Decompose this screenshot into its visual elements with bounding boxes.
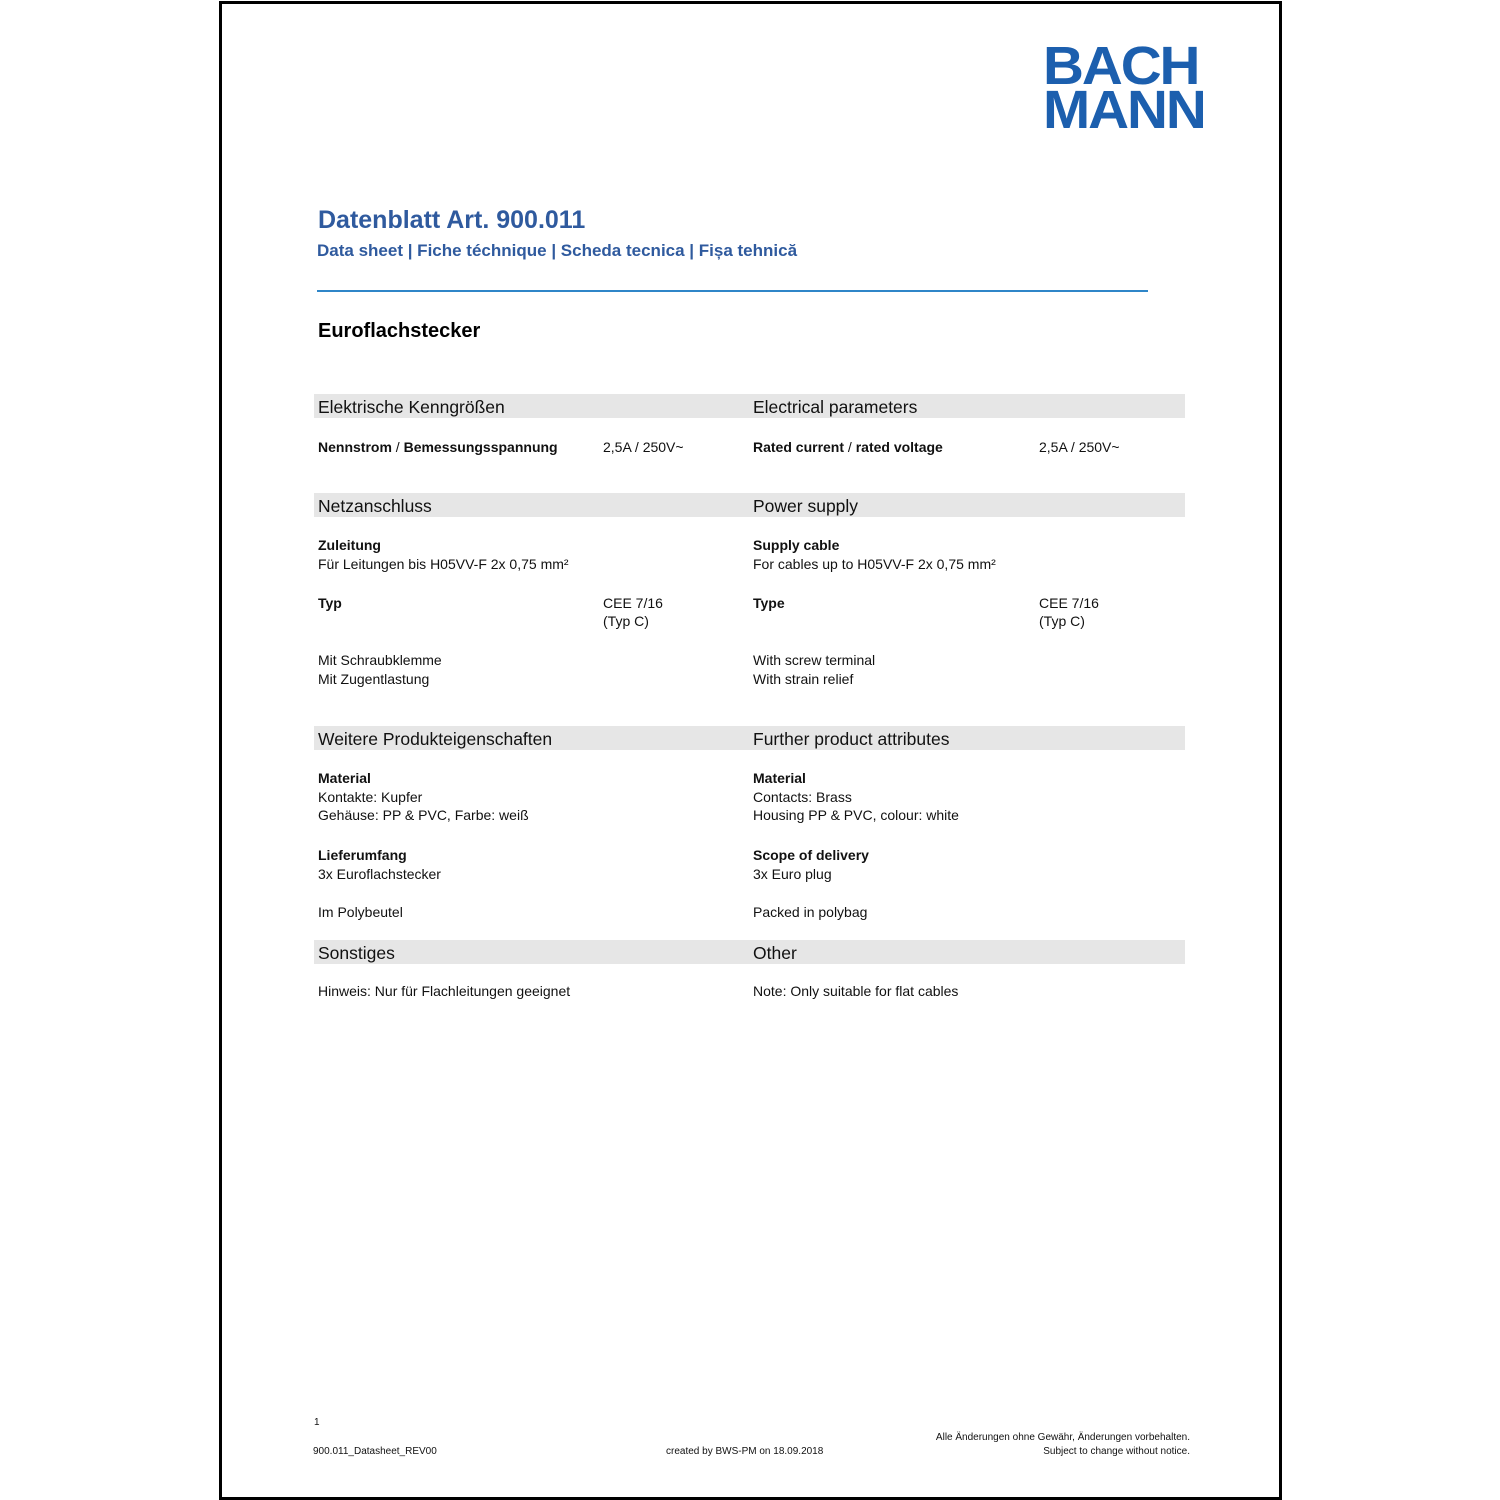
- packaging-en: Packed in polybag: [753, 904, 868, 920]
- other-note-en: Note: Only suitable for flat cables: [753, 983, 959, 999]
- packaging-de: Im Polybeutel: [318, 904, 403, 920]
- section-bar-power: [314, 493, 1185, 517]
- logo-line-2: MANN: [1043, 80, 1205, 140]
- material-housing-de: Gehäuse: PP & PVC, Farbe: weiß: [318, 807, 529, 823]
- type-value-en-1: CEE 7/16: [1039, 595, 1099, 611]
- product-name: Euroflachstecker: [318, 320, 481, 342]
- strain-relief-en: With strain relief: [753, 671, 854, 687]
- scope-label-de: Lieferumfang: [318, 847, 407, 863]
- material-housing-en: Housing PP & PVC, colour: white: [753, 807, 959, 823]
- screw-terminal-de: Mit Schraubklemme: [318, 652, 442, 668]
- strain-relief-de: Mit Zugentlastung: [318, 671, 430, 687]
- scope-label-en: Scope of delivery: [753, 847, 869, 863]
- type-label-de: Typ: [318, 595, 342, 611]
- section-heading-en: Other: [753, 943, 797, 963]
- title-divider: [317, 290, 1148, 292]
- type-label-en: Type: [753, 595, 785, 611]
- section-heading-de: Netzanschluss: [318, 496, 432, 516]
- rated-current-label-de: Nennstrom / Bemessungsspannung: [318, 439, 558, 455]
- section-heading-en: Electrical parameters: [753, 397, 918, 417]
- logo-line-1: BACH: [1043, 36, 1199, 96]
- section-heading-de: Elektrische Kenngrößen: [318, 397, 505, 417]
- disclaimer-en: Subject to change without notice.: [1043, 1446, 1190, 1457]
- rated-current-label-en: Rated current / rated voltage: [753, 439, 943, 455]
- section-bar-other: [314, 940, 1185, 964]
- other-note-de: Hinweis: Nur für Flachleitungen geeignet: [318, 983, 571, 999]
- section-heading-de: Weitere Produkteigenschaften: [318, 729, 553, 749]
- supply-cable-text-de: Für Leitungen bis H05VV-F 2x 0,75 mm²: [318, 556, 569, 572]
- scope-text-en: 3x Euro plug: [753, 866, 832, 882]
- page-number: 1: [314, 1417, 320, 1428]
- section-heading-de: Sonstiges: [318, 943, 395, 963]
- supply-cable-label-en: Supply cable: [753, 537, 840, 553]
- supply-cable-label-de: Zuleitung: [318, 537, 381, 553]
- page-subtitle: Data sheet | Fiche téchnique | Scheda tecnica | Fișa tehnică: [317, 241, 798, 260]
- supply-cable-text-en: For cables up to H05VV-F 2x 0,75 mm²: [753, 556, 996, 572]
- type-value-en-2: (Typ C): [1039, 613, 1085, 629]
- section-heading-en: Further product attributes: [753, 729, 950, 749]
- bachmann-logo: [1043, 36, 1205, 140]
- screw-terminal-en: With screw terminal: [753, 652, 876, 668]
- page-title: Datenblatt Art. 900.011: [318, 206, 586, 234]
- material-contacts-en: Contacts: Brass: [753, 789, 852, 805]
- section-heading-en: Power supply: [753, 496, 859, 516]
- rated-current-value-de: 2,5A / 250V~: [603, 439, 684, 455]
- material-label-en: Material: [753, 770, 806, 786]
- created-by: created by BWS-PM on 18.09.2018: [666, 1446, 824, 1457]
- material-contacts-de: Kontakte: Kupfer: [318, 789, 423, 805]
- document-id: 900.011_Datasheet_REV00: [313, 1446, 437, 1457]
- datasheet-page: [219, 1, 1282, 1500]
- type-value-de-2: (Typ C): [603, 613, 649, 629]
- scope-text-de: 3x Euroflachstecker: [318, 866, 441, 882]
- disclaimer-de: Alle Änderungen ohne Gewähr, Änderungen vorbehalten.: [935, 1432, 1190, 1443]
- material-label-de: Material: [318, 770, 371, 786]
- rated-current-value-en: 2,5A / 250V~: [1039, 439, 1120, 455]
- type-value-de-1: CEE 7/16: [603, 595, 663, 611]
